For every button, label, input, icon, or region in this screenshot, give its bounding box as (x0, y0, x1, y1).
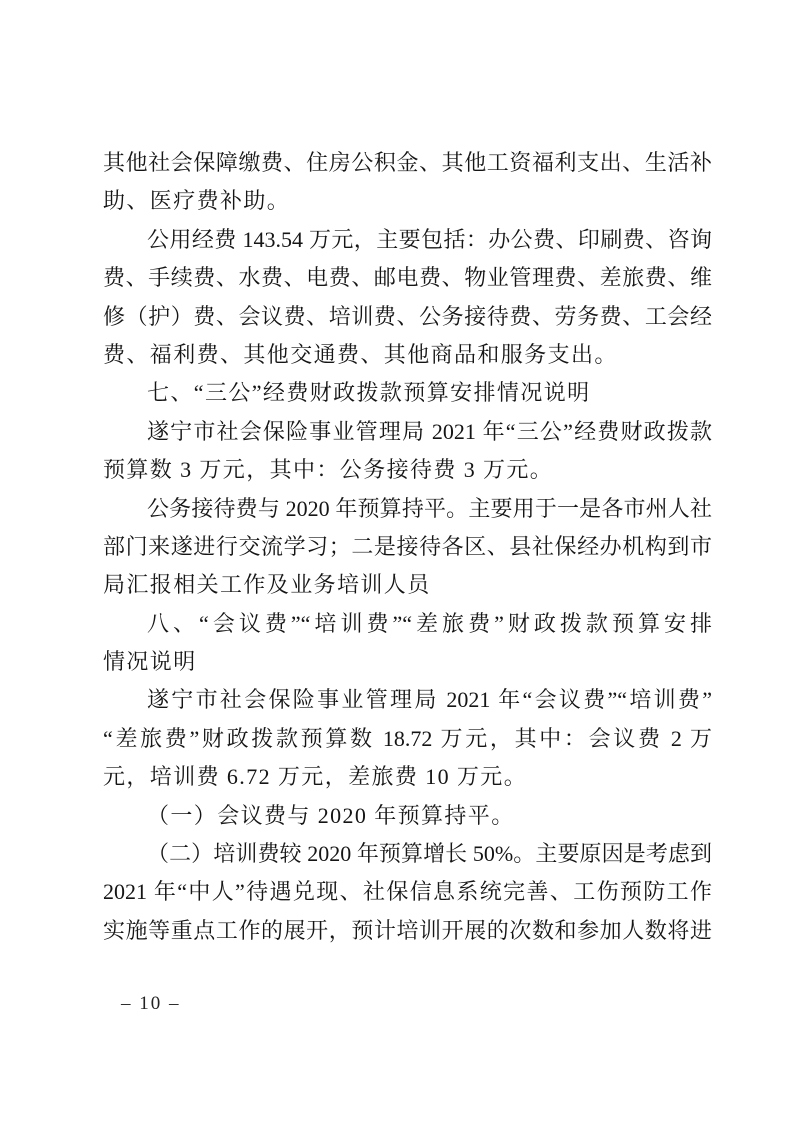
text-line: 预算数 3 万元，其中：公务接待费 3 万元。 (103, 457, 554, 483)
page-number: – 10 – (121, 993, 181, 1014)
text-line: 公用经费 143.54 万元，主要包括：办公费、印刷费、咨询 (147, 226, 712, 252)
text-line: 遂宁市社会保险事业管理局 2021 年“会议费”“培训费” (147, 687, 712, 713)
text-line: 实施等重点工作的展开，预计培训开展的次数和参加人数将进 (103, 917, 712, 943)
text-line: 2021 年“中人”待遇兑现、社保信息系统完善、工伤预防工作 (103, 879, 712, 905)
text-line: （二）培训费较 2020 年预算增长 50%。主要原因是考虑到 (147, 841, 712, 867)
text-line: “差旅费”财政拨款预算数 18.72 万元，其中：会议费 2 万 (103, 725, 712, 751)
text-line: 遂宁市社会保险事业管理局 2021 年“三公”经费财政拨款 (147, 418, 712, 444)
text-line: 公务接待费与 2020 年预算持平。主要用于一是各市州人社 (147, 495, 712, 521)
text-line: （一）会议费与 2020 年预算持平。 (147, 802, 515, 828)
text-line: 助、医疗费补助。 (103, 188, 291, 214)
section-heading-line: 八、“会议费”“培训费”“差旅费”财政拨款预算安排 (147, 610, 712, 636)
text-line: 修（护）费、会议费、培训费、公务接待费、劳务费、工会经 (103, 303, 712, 329)
body-text-block (103, 144, 712, 950)
text-line: 局汇报相关工作及业务培训人员 (103, 572, 431, 598)
text-line: 费、手续费、水费、电费、邮电费、物业管理费、差旅费、维 (103, 265, 712, 291)
text-line: 其他社会保障缴费、住房公积金、其他工资福利支出、生活补 (103, 150, 712, 175)
section-heading-line: 七、“三公”经费财政拨款预算安排情况说明 (147, 380, 591, 406)
text-line: 部门来遂进行交流学习；二是接待各区、县社保经办机构到市 (103, 533, 712, 559)
text-line: 元，培训费 6.72 万元，差旅费 10 万元。 (103, 764, 528, 790)
section-heading-line: 情况说明 (103, 649, 197, 675)
text-line: 费、福利费、其他交通费、其他商品和服务支出。 (103, 341, 618, 367)
